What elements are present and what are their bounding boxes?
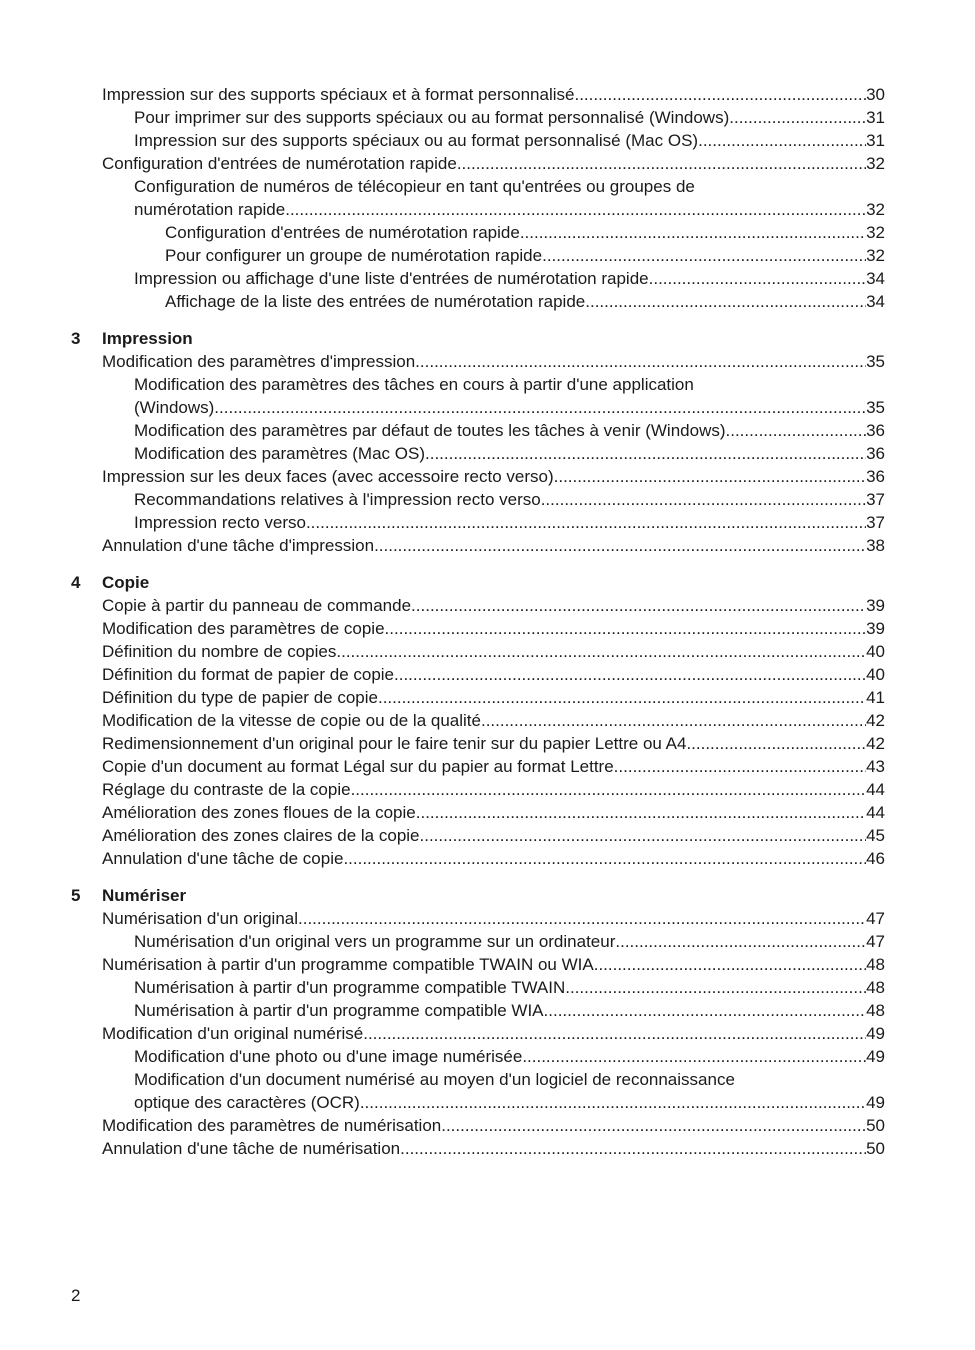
toc-entry[interactable] <box>71 175 885 221</box>
dot-leader <box>360 1091 866 1114</box>
toc-section <box>71 884 885 1160</box>
toc-entry-text: Modification des paramètres des tâches en cours à partir d'une application <box>134 375 694 394</box>
dot-leader <box>378 686 866 709</box>
toc-entry-line <box>134 1045 885 1068</box>
toc-entry-line <box>165 221 885 244</box>
chapter-number: 5 <box>71 886 81 905</box>
toc-entry-line <box>102 907 885 930</box>
toc-entry[interactable] <box>71 152 885 175</box>
toc-entry-line <box>134 976 885 999</box>
dot-leader <box>385 617 867 640</box>
toc-entry-page: 38 <box>866 536 885 555</box>
toc-entry-text: Amélioration des zones claires de la copie <box>102 826 420 845</box>
dot-leader <box>306 511 866 534</box>
toc-entry-line <box>102 83 885 106</box>
toc-entry[interactable] <box>71 778 885 801</box>
table-of-contents <box>71 83 885 1160</box>
toc-entry-text: Copie d'un document au format Légal sur du papier au format Lettre <box>102 757 614 776</box>
toc-entry-page: 50 <box>866 1116 885 1135</box>
dot-leader <box>565 976 866 999</box>
dot-leader <box>544 999 867 1022</box>
toc-entry-line <box>134 419 885 442</box>
dot-leader <box>726 419 867 442</box>
dot-leader <box>363 1022 866 1045</box>
toc-entry[interactable] <box>71 709 885 732</box>
toc-entry-page: 47 <box>866 932 885 951</box>
toc-entry[interactable] <box>71 534 885 557</box>
toc-entry-text: Annulation d'une tâche d'impression <box>102 536 375 555</box>
toc-entry-line <box>134 106 885 129</box>
dot-leader <box>686 732 866 755</box>
toc-entry-line <box>102 1022 885 1045</box>
dot-leader <box>214 396 866 419</box>
dot-leader <box>374 534 866 557</box>
dot-leader <box>585 290 866 313</box>
toc-entry[interactable] <box>71 290 885 313</box>
toc-entry-line <box>134 198 885 221</box>
toc-entry-text: Annulation d'une tâche de numérisation <box>102 1139 401 1158</box>
toc-entry-page: 34 <box>866 292 885 311</box>
chapter-heading <box>71 327 885 350</box>
toc-entry-page: 32 <box>866 200 885 219</box>
toc-entry-page: 40 <box>866 665 885 684</box>
chapter-heading <box>71 571 885 594</box>
toc-section <box>71 83 885 313</box>
toc-entry-line <box>102 847 885 870</box>
dot-leader <box>416 801 866 824</box>
toc-entry-page: 34 <box>866 269 885 288</box>
toc-entry-text: Pour configurer un groupe de numérotation rapide <box>165 246 543 265</box>
toc-entry-page: 37 <box>866 513 885 532</box>
toc-entry-page: 44 <box>866 780 885 799</box>
chapter-heading <box>71 884 885 907</box>
dot-leader <box>520 221 866 244</box>
toc-entry-text: Modification des paramètres de numérisation <box>102 1116 442 1135</box>
toc-entry-text: Définition du nombre de copies <box>102 642 337 661</box>
toc-entry-line <box>165 290 885 313</box>
toc-entry[interactable] <box>71 686 885 709</box>
toc-entry-line <box>134 930 885 953</box>
dot-leader <box>649 267 866 290</box>
toc-entry-text: Modification d'un document numérisé au moyen d'un logiciel de reconnaissance <box>134 1070 735 1089</box>
toc-entry-text: Numérisation d'un original vers un programme sur un ordinateur <box>134 932 616 951</box>
toc-entry[interactable] <box>71 732 885 755</box>
toc-entry-line <box>102 778 885 801</box>
toc-entry-line <box>134 129 885 152</box>
toc-entry-page: 31 <box>866 131 885 150</box>
toc-entry[interactable] <box>71 350 885 373</box>
toc-entry-page: 32 <box>866 223 885 242</box>
toc-entry[interactable] <box>71 1114 885 1137</box>
toc-entry-text: Définition du type de papier de copie <box>102 688 378 707</box>
toc-entry-line <box>102 824 885 847</box>
toc-entry[interactable] <box>71 594 885 617</box>
chapter-title: Impression <box>102 329 193 348</box>
toc-entry-page: 35 <box>866 352 885 371</box>
dot-leader <box>457 152 866 175</box>
toc-entry[interactable] <box>71 801 885 824</box>
toc-entry-line <box>165 244 885 267</box>
toc-entry[interactable] <box>71 1045 885 1068</box>
toc-entry[interactable] <box>71 824 885 847</box>
toc-entry-page: 46 <box>866 849 885 868</box>
toc-entry-text: Impression sur des supports spéciaux et à format personnalisé <box>102 85 575 104</box>
toc-entry-page: 40 <box>866 642 885 661</box>
toc-entry[interactable] <box>71 617 885 640</box>
toc-entry-line <box>102 534 885 557</box>
toc-entry-text: Affichage de la liste des entrées de numérotation rapide <box>165 292 586 311</box>
toc-entry-text: Copie à partir du panneau de commande <box>102 596 412 615</box>
toc-entry-page: 36 <box>866 467 885 486</box>
chapter-number: 4 <box>71 573 81 592</box>
toc-entry-line <box>102 1114 885 1137</box>
dot-leader <box>698 129 866 152</box>
chapter-number: 3 <box>71 329 81 348</box>
toc-entry-page: 42 <box>866 734 885 753</box>
dot-leader <box>615 930 866 953</box>
toc-entry-text: Modification d'un original numérisé <box>102 1024 364 1043</box>
dot-leader <box>336 640 866 663</box>
toc-entry-text: Modification d'une photo ou d'une image numérisée <box>134 1047 523 1066</box>
toc-entry-text: Impression ou affichage d'une liste d'entrées de numérotation rapide <box>134 269 649 288</box>
toc-entry[interactable] <box>71 907 885 930</box>
dot-leader <box>411 594 866 617</box>
toc-entry-line <box>134 511 885 534</box>
dot-leader <box>425 442 866 465</box>
toc-entry-line <box>134 1091 885 1114</box>
toc-entry[interactable] <box>71 83 885 106</box>
toc-entry-line <box>102 152 885 175</box>
toc-entry-text: Modification des paramètres par défaut de toutes les tâches à venir (Windows) <box>134 421 726 440</box>
dot-leader <box>542 244 866 267</box>
toc-entry-page: 36 <box>866 421 885 440</box>
dot-leader <box>351 778 867 801</box>
toc-entry[interactable] <box>71 221 885 244</box>
toc-entry-page: 44 <box>866 803 885 822</box>
toc-entry[interactable] <box>71 1137 885 1160</box>
toc-entry-line <box>102 350 885 373</box>
toc-entry[interactable] <box>71 640 885 663</box>
toc-entry-page: 32 <box>866 246 885 265</box>
dot-leader <box>594 953 866 976</box>
toc-entry[interactable] <box>71 442 885 465</box>
toc-entry-text: Impression sur les deux faces (avec accessoire recto verso) <box>102 467 554 486</box>
toc-entry-text: Numérisation à partir d'un programme compatible WIA <box>134 1001 544 1020</box>
toc-entry-line <box>102 732 885 755</box>
toc-entry[interactable] <box>71 930 885 953</box>
toc-entry-line <box>134 999 885 1022</box>
toc-entry-text: Impression recto verso <box>134 513 306 532</box>
toc-entry-text: Modification des paramètres (Mac OS) <box>134 444 425 463</box>
toc-entry[interactable] <box>71 755 885 778</box>
toc-entry[interactable] <box>71 511 885 534</box>
toc-entry-line <box>102 640 885 663</box>
toc-entry[interactable] <box>71 847 885 870</box>
dot-leader <box>481 709 866 732</box>
dot-leader <box>420 824 867 847</box>
toc-entry[interactable] <box>71 663 885 686</box>
toc-entry[interactable] <box>71 1022 885 1045</box>
dot-leader <box>298 907 866 930</box>
toc-section <box>71 571 885 870</box>
toc-entry-text: Modification des paramètres d'impression <box>102 352 416 371</box>
toc-entry-page: 43 <box>866 757 885 776</box>
toc-entry[interactable] <box>71 129 885 152</box>
dot-leader <box>574 83 866 106</box>
toc-entry-page: 32 <box>866 154 885 173</box>
toc-entry-page: 48 <box>866 978 885 997</box>
toc-entry-page: 42 <box>866 711 885 730</box>
toc-entry-page: 36 <box>866 444 885 463</box>
dot-leader <box>522 1045 866 1068</box>
toc-entry-line <box>134 488 885 511</box>
toc-entry-text: Configuration de numéros de télécopieur en tant qu'entrées ou groupes de <box>134 177 695 196</box>
toc-entry-line <box>102 801 885 824</box>
toc-entry-text: numérotation rapide <box>134 200 286 219</box>
toc-entry-page: 37 <box>866 490 885 509</box>
chapter-title: Numériser <box>102 886 187 905</box>
toc-entry-page: 35 <box>866 398 885 417</box>
toc-entry-line <box>102 709 885 732</box>
toc-entry[interactable] <box>71 465 885 488</box>
toc-entry-text: Amélioration des zones floues de la copie <box>102 803 416 822</box>
dot-leader <box>285 198 866 221</box>
toc-entry-text: (Windows) <box>134 398 215 417</box>
toc-entry-text: Numérisation d'un original <box>102 909 299 928</box>
toc-entry[interactable] <box>71 488 885 511</box>
toc-entry[interactable] <box>71 999 885 1022</box>
toc-entry-line <box>102 1137 885 1160</box>
toc-entry-text: Numérisation à partir d'un programme compatible TWAIN ou WIA <box>102 955 594 974</box>
toc-entry-line <box>134 267 885 290</box>
toc-entry-line <box>102 617 885 640</box>
toc-entry-line <box>134 396 885 419</box>
toc-entry-page: 49 <box>866 1093 885 1112</box>
toc-entry-line <box>102 755 885 778</box>
dot-leader <box>415 350 866 373</box>
toc-entry-text: Réglage du contraste de la copie <box>102 780 351 799</box>
toc-entry[interactable] <box>71 106 885 129</box>
toc-entry-line <box>134 442 885 465</box>
toc-entry-line <box>102 953 885 976</box>
dot-leader <box>441 1114 866 1137</box>
toc-entry[interactable] <box>71 373 885 419</box>
toc-entry-text: Redimensionnement d'un original pour le faire tenir sur du papier Lettre ou A4 <box>102 734 687 753</box>
toc-entry[interactable] <box>71 419 885 442</box>
toc-section <box>71 327 885 557</box>
toc-entry-page: 39 <box>866 596 885 615</box>
toc-entry[interactable] <box>71 267 885 290</box>
toc-entry[interactable] <box>71 976 885 999</box>
dot-leader <box>614 755 866 778</box>
toc-entry-line <box>102 663 885 686</box>
chapter-title: Copie <box>102 573 150 592</box>
dot-leader <box>394 663 866 686</box>
toc-entry-text: Modification de la vitesse de copie ou de la qualité <box>102 711 481 730</box>
toc-entry-page: 41 <box>866 688 885 707</box>
toc-entry[interactable] <box>71 244 885 267</box>
dot-leader <box>343 847 866 870</box>
toc-entry-text: optique des caractères (OCR) <box>134 1093 360 1112</box>
toc-entry-text: Impression sur des supports spéciaux ou au format personnalisé (Mac OS) <box>134 131 699 150</box>
toc-entry-page: 31 <box>866 108 885 127</box>
toc-entry-page: 49 <box>866 1047 885 1066</box>
toc-entry-text: Configuration d'entrées de numérotation rapide <box>165 223 520 242</box>
toc-entry-line <box>102 686 885 709</box>
toc-entry-page: 45 <box>866 826 885 845</box>
toc-entry-page: 49 <box>866 1024 885 1043</box>
toc-entry-text: Définition du format de papier de copie <box>102 665 395 684</box>
toc-entry-text: Annulation d'une tâche de copie <box>102 849 344 868</box>
page-number: 2 <box>71 1286 81 1305</box>
toc-entry-page: 39 <box>866 619 885 638</box>
toc-entry-text: Configuration d'entrées de numérotation rapide <box>102 154 457 173</box>
dot-leader <box>541 488 866 511</box>
toc-entry-page: 30 <box>866 85 885 104</box>
toc-entry-line <box>102 465 885 488</box>
toc-entry[interactable] <box>71 953 885 976</box>
toc-entry-text: Recommandations relatives à l'impression recto verso <box>134 490 541 509</box>
toc-entry-text: Pour imprimer sur des supports spéciaux ou au format personnalisé (Windows) <box>134 108 730 127</box>
dot-leader <box>400 1137 866 1160</box>
toc-entry-page: 48 <box>866 955 885 974</box>
toc-entry[interactable] <box>71 1068 885 1114</box>
toc-entry-line <box>102 594 885 617</box>
toc-entry-text: Numérisation à partir d'un programme compatible TWAIN <box>134 978 566 997</box>
toc-entry-page: 47 <box>866 909 885 928</box>
toc-entry-page: 48 <box>866 1001 885 1020</box>
dot-leader <box>729 106 866 129</box>
toc-entry-text: Modification des paramètres de copie <box>102 619 385 638</box>
toc-entry-page: 50 <box>866 1139 885 1158</box>
dot-leader <box>554 465 866 488</box>
